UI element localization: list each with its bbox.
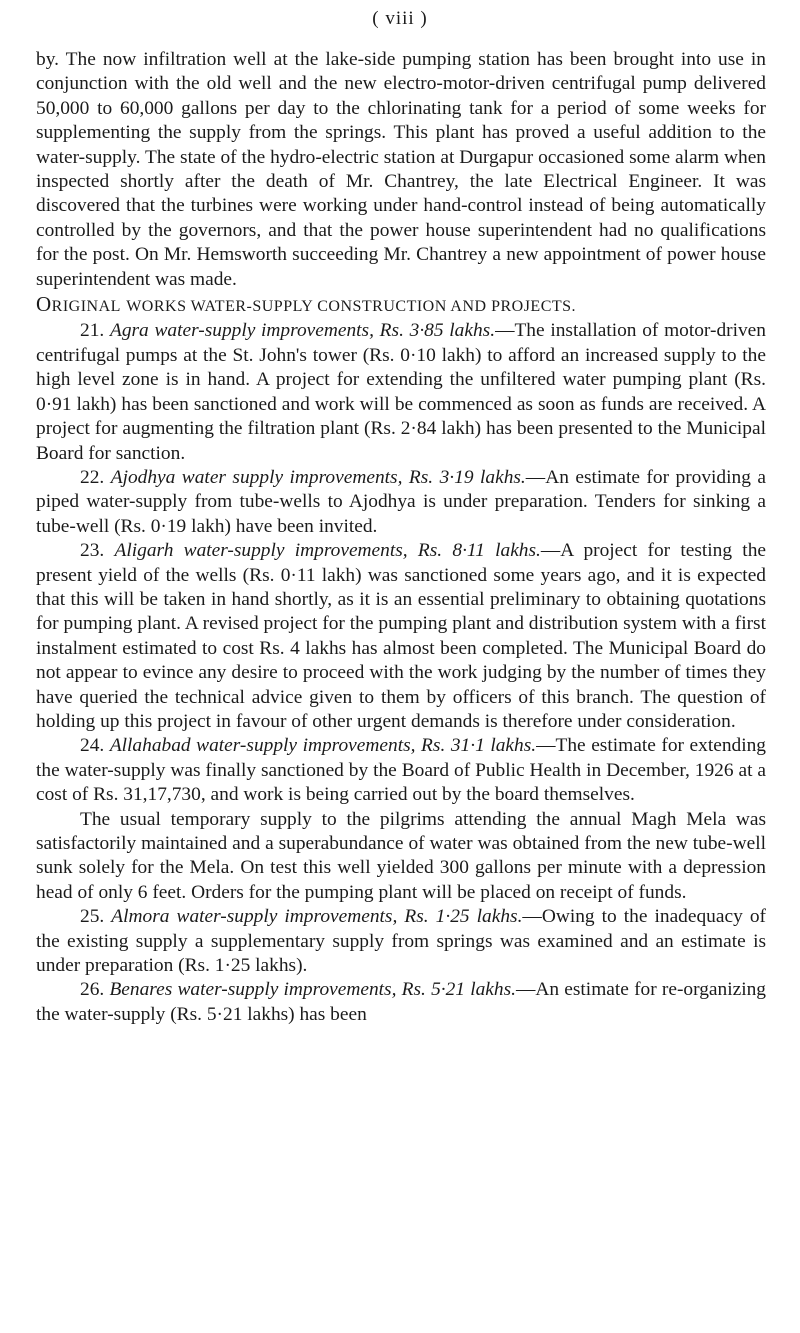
page-number: ( viii ) <box>372 8 428 29</box>
item-paragraph-21: 21. Agra water-supply improvements, Rs. 3·85 lakhs.—The installation of motor-driven centrifugal pumps at the St. John's tower (Rs. 0·10 lakh) to afford an increased supply to the high level zone is in hand. A project for extending the unfiltered water pumping plant (Rs. 0·91 lakh) has been sanctioned and work will be commenced as soon as funds are received. A project for augmenting the filtration plant (Rs. 2·84 lakh) has been presented to the Municipal Board for sanction. <box>36 320 766 464</box>
item-paragraph-25: 25. Almora water-supply improvements, Rs. 1·25 lakhs.—Owing to the inadequacy of the existing supply a supplementary supply from springs was examined and an estimate is under preparation (Rs. 1·25 lakhs). <box>36 906 766 977</box>
body-text <box>36 48 766 1027</box>
magh-mela-paragraph: The usual temporary supply to the pilgrims attending the annual Magh Mela was satisfactorily maintained and a superabundance of water was obtained from the new tube-well sunk solely for the Mela. On test this well yielded 300 gallons per minute with a depression head of only 6 feet. Orders for the pumping plant will be placed on receipt of funds. <box>36 808 766 903</box>
item-paragraph-26: 26. Benares water-supply improvements, Rs. 5·21 lakhs.—An estimate for re-organizing the water-supply (Rs. 5·21 lakhs) has been <box>36 979 766 1025</box>
item-paragraph-24: 24. Allahabad water-supply improvements, Rs. 31·1 lakhs.—The estimate for extending the water-supply was finally sanctioned by the Board of Public Health in December, 1926 at a cost of Rs. 31,17,730, and work is being carried out by the board themselves. <box>36 735 766 806</box>
item-paragraph-23: 23. Aligarh water-supply improvements, Rs. 8·11 lakhs.—A project for testing the present yield of the wells (Rs. 0·11 lakh) was sanctioned some years ago, and it is expected that this will be taken in hand shortly, as it is an essential preliminary to obtaining quotations for pumping plant. A revised project for the pumping plant and distribution system with a first instalment estimated to cost Rs. 4 lakhs has almost been completed. The Municipal Board do not appear to evince any desire to proceed with the work judging by the number of times they have queried the technical advice given to them by officers of this branch. The question of holding up this project in favour of other urgent demands is therefore under consideration. <box>36 540 766 732</box>
section-heading: ORIGINAL WORKS WATER-SUPPLY CONSTRUCTION AND PROJECTS. <box>36 292 577 317</box>
continuation-paragraph: by. The now infiltration well at the lake-side pumping station has been brought into use in conjunction with the old well and the new electro-motor-driven centrifugal pump delivered 50,000 to 60,000 gallons per day to the chlorinating tank for a period of some weeks for supplementing the supply from the springs. This plant has proved a useful addition to the water-supply. The state of the hydro-electric station at Durgapur occasioned some alarm when inspected shortly after the death of Mr. Chantrey, the late Electrical Engineer. It was discovered that the turbines were working under hand-control instead of being automatically controlled by the governors, and that the power house superintendent had no qualifications for the post. On Mr. Hemsworth succeeding Mr. Chantrey a new appointment of power house superintendent was made. <box>36 49 766 290</box>
item-paragraph-22: 22. Ajodhya water supply improvements, Rs. 3·19 lakhs.—An estimate for providing a piped water-supply from tube-wells to Ajodhya is under preparation. Tenders for sinking a tube-well (Rs. 0·19 lakh) have been invited. <box>36 466 766 537</box>
